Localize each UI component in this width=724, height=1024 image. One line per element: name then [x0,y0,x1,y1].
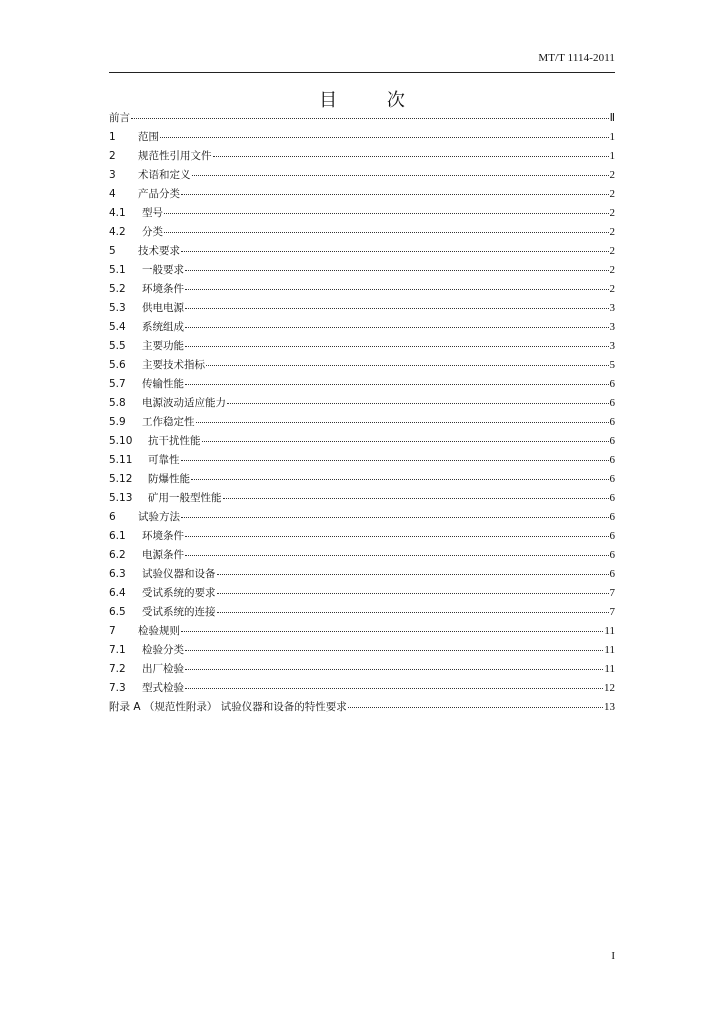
toc-entry-number: 5.3 [109,302,126,314]
toc-entry[interactable] [109,680,615,699]
toc-entry[interactable] [109,167,615,186]
toc-entry[interactable] [109,376,615,395]
toc-entry-number: 7.2 [109,663,126,675]
toc-entry-page: 6 [609,568,615,580]
toc-entry-label: 工作稳定性 [142,416,195,428]
toc-dot-leader [185,327,609,328]
toc-entry-label: 环境条件 [142,283,184,295]
toc-entry-label: 系统组成 [142,321,184,333]
toc-dot-leader [181,460,609,461]
toc-entry-label: 环境条件 [142,530,184,542]
toc-entry[interactable] [109,110,615,129]
toc-entry-page: 2 [609,226,615,238]
toc-entry[interactable] [109,509,615,528]
toc-entry-label: 检验规则 [138,625,180,637]
toc-entry-label: 技术要求 [138,245,180,257]
toc-entry-page: 1 [609,131,615,143]
toc-entry-label: 可靠性 [148,454,180,466]
header-rule [109,72,615,73]
toc-entry-label: 范围 [138,131,159,143]
toc-entry-page: 12 [604,682,615,694]
toc-entry-page: 7 [609,606,615,618]
toc-dot-leader [131,118,609,119]
toc-dot-leader [227,403,609,404]
toc-entry[interactable] [109,319,615,338]
toc-entry-label: 供电电源 [142,302,184,314]
toc-entry-label: 抗干扰性能 [148,435,201,447]
page-title: 目 次 [319,90,427,111]
toc-entry-page: 3 [609,302,615,314]
toc-entry-label: 电源波动适应能力 [142,397,226,409]
toc-entry[interactable] [109,642,615,661]
toc-entry-page: 2 [609,283,615,295]
toc-entry-page: 3 [609,321,615,333]
toc-entry-page: 6 [609,378,615,390]
toc-entry-number: 4.2 [109,226,126,238]
toc-dot-leader [217,612,609,613]
toc-entry-page: 6 [609,397,615,409]
toc-entry-number: 5.2 [109,283,126,295]
toc-entry-page: 6 [609,416,615,428]
toc-entry-label: 受试系统的要求 [142,587,216,599]
toc-entry-number: 5.13 [109,492,133,504]
toc-entry-label: 主要技术指标 [142,359,205,371]
toc-dot-leader [213,156,609,157]
toc-dot-leader [185,270,609,271]
toc-dot-leader [164,232,609,233]
toc-entry[interactable] [109,357,615,376]
toc-entry-number: 5.7 [109,378,126,390]
toc-dot-leader [185,384,609,385]
toc-entry-label: 型式检验 [142,682,184,694]
toc-entry-page: 5 [609,359,615,371]
toc-entry-label: 试验仪器和设备 [142,568,216,580]
toc-entry-number: 5.1 [109,264,126,276]
page-number: I [611,950,615,962]
toc-entry-number: 5.11 [109,454,133,466]
toc-entry-page: 11 [604,663,615,675]
toc-entry-number: 3 [109,169,116,181]
toc-dot-leader [185,650,603,651]
toc-dot-leader [185,536,609,537]
toc-entry[interactable] [109,547,615,566]
toc-entry[interactable] [109,528,615,547]
table-of-contents [109,110,615,718]
toc-entry[interactable] [109,433,615,452]
toc-entry-page: 6 [609,549,615,561]
toc-dot-leader [217,593,609,594]
toc-entry[interactable] [109,623,615,642]
toc-entry-number: 6.5 [109,606,126,618]
toc-entry-label: 分类 [142,226,163,238]
toc-entry[interactable] [109,186,615,205]
toc-entry-number: 5.12 [109,473,133,485]
toc-entry[interactable] [109,452,615,471]
toc-entry-page: 11 [604,644,615,656]
toc-entry[interactable] [109,281,615,300]
toc-entry[interactable] [109,471,615,490]
toc-entry-label: 电源条件 [142,549,184,561]
toc-entry-page: 11 [604,625,615,637]
toc-entry-label: 主要功能 [142,340,184,352]
toc-entry[interactable] [109,490,615,509]
toc-entry-number: 5 [109,245,116,257]
toc-entry-number: 4 [109,188,116,200]
toc-entry-number: 4.1 [109,207,126,219]
toc-entry-label: 防爆性能 [148,473,190,485]
toc-entry-label: 一般要求 [142,264,184,276]
toc-dot-leader [181,251,609,252]
toc-dot-leader [185,555,609,556]
toc-entry[interactable] [109,148,615,167]
toc-dot-leader [185,669,603,670]
toc-dot-leader [202,441,609,442]
toc-entry-page: 13 [604,701,615,713]
toc-entry-number: 6 [109,511,116,523]
toc-entry-label: 受试系统的连接 [142,606,216,618]
toc-entry-label: 出厂检验 [142,663,184,675]
toc-entry-label: 试验方法 [138,511,180,523]
toc-dot-leader [191,479,609,480]
toc-entry-page: 1 [609,150,615,162]
toc-entry-number: 7.3 [109,682,126,694]
toc-entry[interactable] [109,262,615,281]
toc-entry[interactable] [109,604,615,623]
toc-entry[interactable] [109,300,615,319]
toc-entry-page: 6 [609,492,615,504]
toc-entry-number: 5.8 [109,397,126,409]
toc-entry-label: 附录 A （规范性附录） 试验仪器和设备的特性要求 [109,701,347,713]
toc-entry-number: 6.1 [109,530,126,542]
toc-entry-page: 2 [609,188,615,200]
toc-dot-leader [196,422,609,423]
toc-entry-number: 6.2 [109,549,126,561]
toc-dot-leader [185,688,603,689]
toc-entry-page: 2 [609,169,615,181]
toc-entry[interactable] [109,205,615,224]
toc-dot-leader [192,175,609,176]
toc-entry-label: 矿用一般型性能 [148,492,222,504]
toc-entry-number: 5.10 [109,435,133,447]
toc-entry-page: 6 [609,473,615,485]
toc-entry[interactable] [109,585,615,604]
toc-entry-page: 2 [609,245,615,257]
toc-entry-number: 5.9 [109,416,126,428]
toc-entry-number: 5.4 [109,321,126,333]
toc-dot-leader [223,498,609,499]
toc-entry-page: 6 [609,454,615,466]
toc-dot-leader [217,574,609,575]
toc-entry-label: 前言 [109,112,130,124]
toc-entry-number: 2 [109,150,116,162]
toc-entry-label: 型号 [142,207,163,219]
toc-entry-label: 术语和定义 [138,169,191,181]
toc-entry-page: 6 [609,435,615,447]
toc-entry-label: 规范性引用文件 [138,150,212,162]
toc-dot-leader [181,194,609,195]
toc-entry-number: 7.1 [109,644,126,656]
toc-entry-page: 6 [609,511,615,523]
toc-entry-page: Ⅱ [609,112,615,124]
toc-entry[interactable] [109,395,615,414]
toc-entry-label: 传输性能 [142,378,184,390]
toc-dot-leader [181,517,609,518]
toc-entry[interactable] [109,224,615,243]
toc-entry-page: 2 [609,264,615,276]
toc-entry-number: 6.4 [109,587,126,599]
toc-entry[interactable] [109,243,615,262]
toc-entry-label: 产品分类 [138,188,180,200]
toc-entry-page: 2 [609,207,615,219]
toc-entry[interactable] [109,414,615,433]
toc-entry-label: 检验分类 [142,644,184,656]
toc-entry[interactable] [109,129,615,148]
toc-entry-number: 5.6 [109,359,126,371]
toc-entry-number: 7 [109,625,116,637]
toc-dot-leader [164,213,609,214]
toc-dot-leader [185,308,609,309]
toc-entry-number: 5.5 [109,340,126,352]
toc-entry[interactable] [109,699,615,718]
toc-entry-page: 7 [609,587,615,599]
toc-entry-page: 3 [609,340,615,352]
toc-dot-leader [348,707,603,708]
toc-dot-leader [181,631,603,632]
toc-entry-number: 1 [109,131,116,143]
toc-entry[interactable] [109,566,615,585]
toc-entry[interactable] [109,338,615,357]
toc-entry-page: 6 [609,530,615,542]
toc-entry[interactable] [109,661,615,680]
toc-dot-leader [206,365,609,366]
toc-dot-leader [160,137,609,138]
toc-entry-number: 6.3 [109,568,126,580]
toc-dot-leader [185,346,609,347]
standard-code: MT/T 1114-2011 [538,52,615,64]
toc-dot-leader [185,289,609,290]
